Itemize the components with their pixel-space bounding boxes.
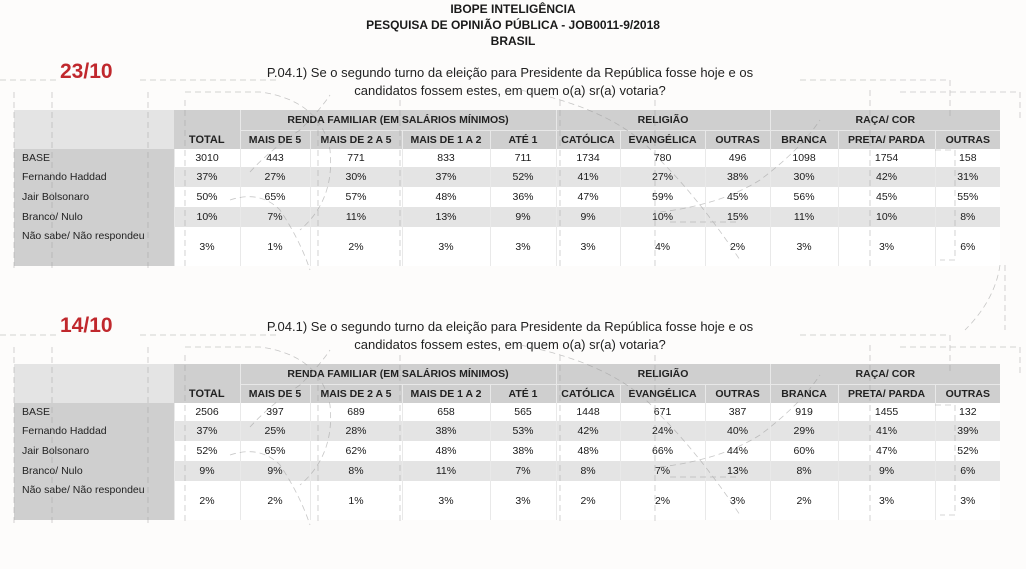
table-cell: 11%: [310, 207, 402, 227]
results-table: [14, 110, 1000, 266]
column-header: BRANCA: [770, 131, 838, 150]
column-header: TOTAL: [174, 131, 240, 150]
table-cell: 10%: [174, 207, 240, 227]
column-header: PRETA/ PARDA: [838, 131, 935, 150]
table-cell: 59%: [620, 187, 705, 207]
table-cell: 9%: [556, 207, 620, 227]
table-cell: 41%: [838, 421, 935, 441]
header-blank-cell: [174, 364, 240, 385]
table-cell: 10%: [838, 207, 935, 227]
table-cell: 39%: [935, 421, 1000, 441]
table-cell: 397: [240, 403, 310, 421]
table-cell: 158: [935, 149, 1000, 167]
table-cell: 8%: [770, 461, 838, 481]
table-cell: 4%: [620, 227, 705, 266]
table-cell: 771: [310, 149, 402, 167]
group-header-row: [14, 110, 1000, 131]
table-cell: 28%: [310, 421, 402, 441]
table-cell: 3%: [838, 227, 935, 266]
table-cell: 48%: [402, 441, 490, 461]
column-header: CATÓLICA: [556, 131, 620, 150]
table-cell: 65%: [240, 441, 310, 461]
table-cell: 2%: [240, 481, 310, 520]
table-cell: 387: [705, 403, 770, 421]
column-header: OUTRAS: [705, 131, 770, 150]
row-label: Jair Bolsonaro: [14, 441, 174, 461]
table-cell: 1098: [770, 149, 838, 167]
table-cell: 9%: [490, 207, 556, 227]
table-cell: 38%: [402, 421, 490, 441]
table-cell: 2%: [556, 481, 620, 520]
table-cell: 9%: [174, 461, 240, 481]
column-header: MAIS DE 5: [240, 385, 310, 404]
column-header: OUTRAS: [935, 131, 1000, 150]
table-cell: 42%: [838, 167, 935, 187]
table-cell: 2%: [620, 481, 705, 520]
question-line-1: P.04.1) Se o segundo turno da eleição para Presidente da República fosse hoje e os: [266, 65, 754, 80]
row-label: Fernando Haddad: [14, 167, 174, 187]
table-cell: 45%: [838, 187, 935, 207]
header-blank-cell: [174, 110, 240, 131]
column-header: TOTAL: [174, 385, 240, 404]
column-header: MAIS DE 1 A 2: [402, 385, 490, 404]
table-cell: 37%: [402, 167, 490, 187]
table-row: [14, 167, 1000, 187]
table-cell: 53%: [490, 421, 556, 441]
table-cell: 10%: [620, 207, 705, 227]
table-cell: 65%: [240, 187, 310, 207]
row-label: BASE: [14, 403, 174, 421]
table-cell: 2%: [310, 227, 402, 266]
results-table: [14, 364, 1000, 520]
row-label: Jair Bolsonaro: [14, 187, 174, 207]
report-region-title: BRASIL: [490, 34, 536, 48]
table-cell: 24%: [620, 421, 705, 441]
report-org-title: IBOPE INTELIGÊNCIA: [450, 2, 576, 16]
column-group-header: RENDA FAMILIAR (EM SALÁRIOS MÍNIMOS): [240, 364, 556, 385]
question-text: [200, 64, 820, 100]
table-cell: 38%: [705, 167, 770, 187]
table-cell: 7%: [240, 207, 310, 227]
group-header-row: [14, 364, 1000, 385]
table-cell: 30%: [770, 167, 838, 187]
table-cell: 13%: [402, 207, 490, 227]
column-group-header: RAÇA/ COR: [770, 110, 1000, 131]
table-row: [14, 461, 1000, 481]
table-cell: 1754: [838, 149, 935, 167]
poll-date-label: 14/10: [60, 314, 113, 337]
table-cell: 2%: [770, 481, 838, 520]
table-cell: 52%: [490, 167, 556, 187]
table-cell: 1%: [240, 227, 310, 266]
table-cell: 1448: [556, 403, 620, 421]
table-cell: 780: [620, 149, 705, 167]
table-cell: 919: [770, 403, 838, 421]
table-cell: 41%: [556, 167, 620, 187]
table-cell: 62%: [310, 441, 402, 461]
table-cell: 11%: [770, 207, 838, 227]
question-line-1: P.04.1) Se o segundo turno da eleição para Presidente da República fosse hoje e os: [266, 319, 754, 334]
column-header: EVANGÉLICA: [620, 131, 705, 150]
column-header: PRETA/ PARDA: [838, 385, 935, 404]
table-cell: 7%: [490, 461, 556, 481]
table-cell: 56%: [770, 187, 838, 207]
column-header: MAIS DE 5: [240, 131, 310, 150]
table-cell: 671: [620, 403, 705, 421]
column-header: EVANGÉLICA: [620, 385, 705, 404]
table-cell: 3%: [705, 481, 770, 520]
table-row: [14, 207, 1000, 227]
table-cell: 565: [490, 403, 556, 421]
table-cell: 1%: [310, 481, 402, 520]
table-cell: 50%: [174, 187, 240, 207]
table-row: [14, 441, 1000, 461]
table-cell: 3010: [174, 149, 240, 167]
table-cell: 6%: [935, 227, 1000, 266]
table-cell: 52%: [174, 441, 240, 461]
table-cell: 48%: [556, 441, 620, 461]
column-header: ATÉ 1: [490, 131, 556, 150]
table-cell: 3%: [770, 227, 838, 266]
table-cell: 15%: [705, 207, 770, 227]
table-cell: 31%: [935, 167, 1000, 187]
table-cell: 27%: [620, 167, 705, 187]
row-label: Branco/ Nulo: [14, 461, 174, 481]
table-cell: 833: [402, 149, 490, 167]
table-row: [14, 227, 1000, 266]
table-cell: 1734: [556, 149, 620, 167]
row-label: Branco/ Nulo: [14, 207, 174, 227]
table-cell: 52%: [935, 441, 1000, 461]
column-group-header: RELIGIÃO: [556, 110, 770, 131]
table-cell: 496: [705, 149, 770, 167]
table-row: [14, 403, 1000, 421]
table-cell: 3%: [402, 227, 490, 266]
row-label: BASE: [14, 149, 174, 167]
question-line-2: candidatos fossem estes, em quem o(a) sr(a) votaria?: [354, 337, 666, 352]
header-blank-cell: [14, 110, 174, 149]
table-cell: 3%: [556, 227, 620, 266]
table-cell: 47%: [838, 441, 935, 461]
table-cell: 9%: [838, 461, 935, 481]
table-cell: 37%: [174, 167, 240, 187]
table-cell: 8%: [556, 461, 620, 481]
table-cell: 30%: [310, 167, 402, 187]
header-blank-cell: [14, 364, 174, 403]
table-cell: 9%: [240, 461, 310, 481]
table-cell: 38%: [490, 441, 556, 461]
table-row: [14, 421, 1000, 441]
table-cell: 7%: [620, 461, 705, 481]
table-cell: 57%: [310, 187, 402, 207]
table-cell: 11%: [402, 461, 490, 481]
column-header: BRANCA: [770, 385, 838, 404]
table-cell: 60%: [770, 441, 838, 461]
table-cell: 55%: [935, 187, 1000, 207]
table-cell: 2%: [705, 227, 770, 266]
table-cell: 8%: [310, 461, 402, 481]
table-cell: 45%: [705, 187, 770, 207]
table-cell: 8%: [935, 207, 1000, 227]
table-row: [14, 149, 1000, 167]
table-cell: 689: [310, 403, 402, 421]
table-cell: 6%: [935, 461, 1000, 481]
table-cell: 711: [490, 149, 556, 167]
poll-date-label: 23/10: [60, 60, 113, 83]
column-header: CATÓLICA: [556, 385, 620, 404]
row-label: Não sabe/ Não respondeu: [14, 481, 174, 520]
row-label: Não sabe/ Não respondeu: [14, 227, 174, 266]
table-cell: 27%: [240, 167, 310, 187]
table-cell: 3%: [935, 481, 1000, 520]
table-cell: 2506: [174, 403, 240, 421]
table-cell: 3%: [402, 481, 490, 520]
column-header: MAIS DE 1 A 2: [402, 131, 490, 150]
table-cell: 44%: [705, 441, 770, 461]
table-cell: 132: [935, 403, 1000, 421]
report-survey-title: PESQUISA DE OPINIÃO PÚBLICA - JOB0011-9/2018: [366, 18, 660, 32]
column-group-header: RAÇA/ COR: [770, 364, 1000, 385]
table-row: [14, 187, 1000, 207]
table-cell: 1455: [838, 403, 935, 421]
column-header: MAIS DE 2 A 5: [310, 131, 402, 150]
table-cell: 2%: [174, 481, 240, 520]
table-cell: 658: [402, 403, 490, 421]
table-cell: 47%: [556, 187, 620, 207]
column-group-header: RENDA FAMILIAR (EM SALÁRIOS MÍNIMOS): [240, 110, 556, 131]
column-header: ATÉ 1: [490, 385, 556, 404]
table-cell: 36%: [490, 187, 556, 207]
table-cell: 3%: [174, 227, 240, 266]
column-group-header: RELIGIÃO: [556, 364, 770, 385]
table-cell: 40%: [705, 421, 770, 441]
column-header: OUTRAS: [705, 385, 770, 404]
row-label: Fernando Haddad: [14, 421, 174, 441]
table-cell: 37%: [174, 421, 240, 441]
table-cell: 3%: [490, 227, 556, 266]
question-text: [200, 318, 820, 354]
question-line-2: candidatos fossem estes, em quem o(a) sr(a) votaria?: [354, 83, 666, 98]
table-cell: 13%: [705, 461, 770, 481]
table-cell: 3%: [838, 481, 935, 520]
table-cell: 48%: [402, 187, 490, 207]
table-cell: 3%: [490, 481, 556, 520]
table-cell: 66%: [620, 441, 705, 461]
column-header: MAIS DE 2 A 5: [310, 385, 402, 404]
table-cell: 25%: [240, 421, 310, 441]
table-row: [14, 481, 1000, 520]
column-header: OUTRAS: [935, 385, 1000, 404]
table-cell: 29%: [770, 421, 838, 441]
table-cell: 42%: [556, 421, 620, 441]
table-cell: 443: [240, 149, 310, 167]
